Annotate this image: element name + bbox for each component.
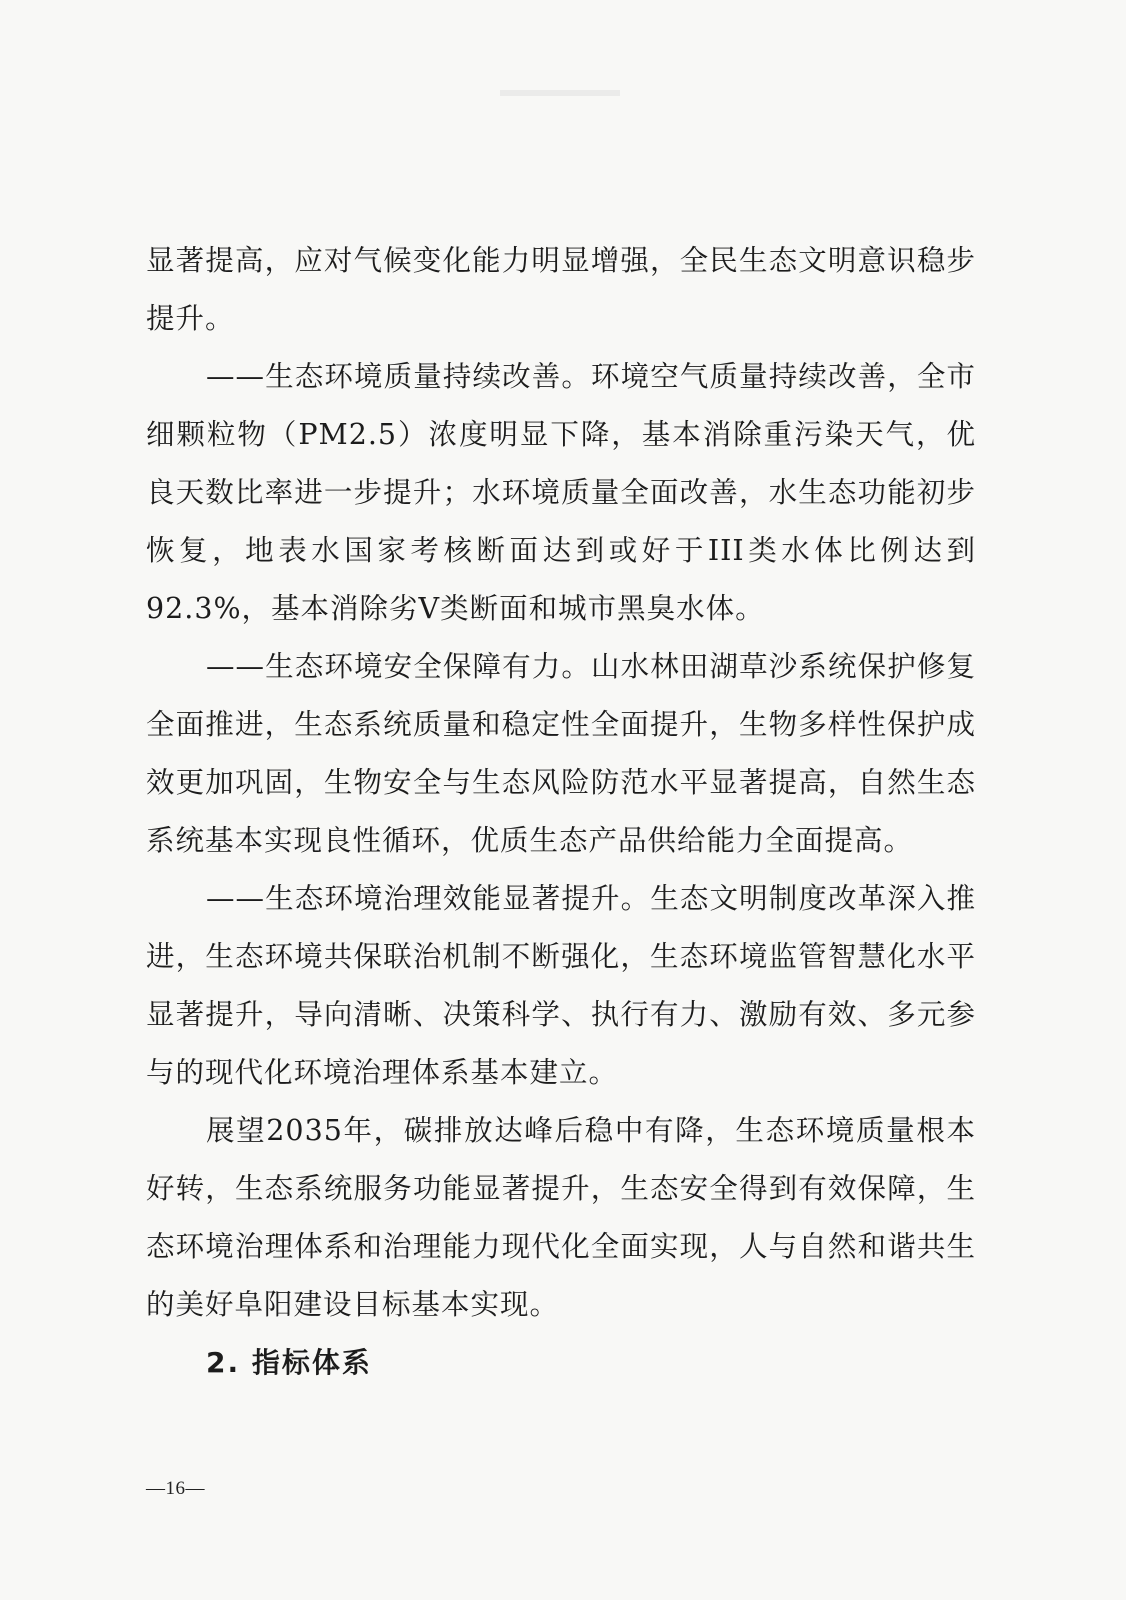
paragraph-environment-quality: ——生态环境质量持续改善。环境空气质量持续改善，全市细颗粒物（PM2.5）浓度明显下降，基本消除重污染天气，优良天数比率进一步提升；水环境质量全面改善，水生态功能初步恢复，地表水国家考核断面达到或好于III类水体比例达到92.3%，基本消除劣V类断面和城市黑臭水体。	[146, 360, 976, 625]
scan-artifact	[500, 90, 620, 96]
body-text	[146, 232, 976, 1392]
paragraph-environment-safety: ——生态环境安全保障有力。山水林田湖草沙系统保护修复全面推进，生态系统质量和稳定性全面提升，生物多样性保护成效更加巩固，生物安全与生态风险防范水平显著提高，自然生态系统基本实现良性循环，优质生态产品供给能力全面提高。	[146, 650, 976, 857]
paragraph-governance-efficiency: ——生态环境治理效能显著提升。生态文明制度改革深入推进，生态环境共保联治机制不断强化，生态环境监管智慧化水平显著提升，导向清晰、决策科学、执行有力、激励有效、多元参与的现代化环境治理体系基本建立。	[146, 882, 976, 1089]
page-number: —16—	[146, 1478, 205, 1499]
section-heading-indicator-system: 2. 指标体系	[206, 1346, 372, 1379]
paragraph-continuation: 显著提高，应对气候变化能力明显增强，全民生态文明意识稳步提升。	[146, 244, 976, 335]
paragraph-outlook-2035: 展望2035年，碳排放达峰后稳中有降，生态环境质量根本好转，生态系统服务功能显著提升，生态安全得到有效保障，生态环境治理体系和治理能力现代化全面实现，人与自然和谐共生的美好阜阳建设目标基本实现。	[146, 1114, 976, 1321]
